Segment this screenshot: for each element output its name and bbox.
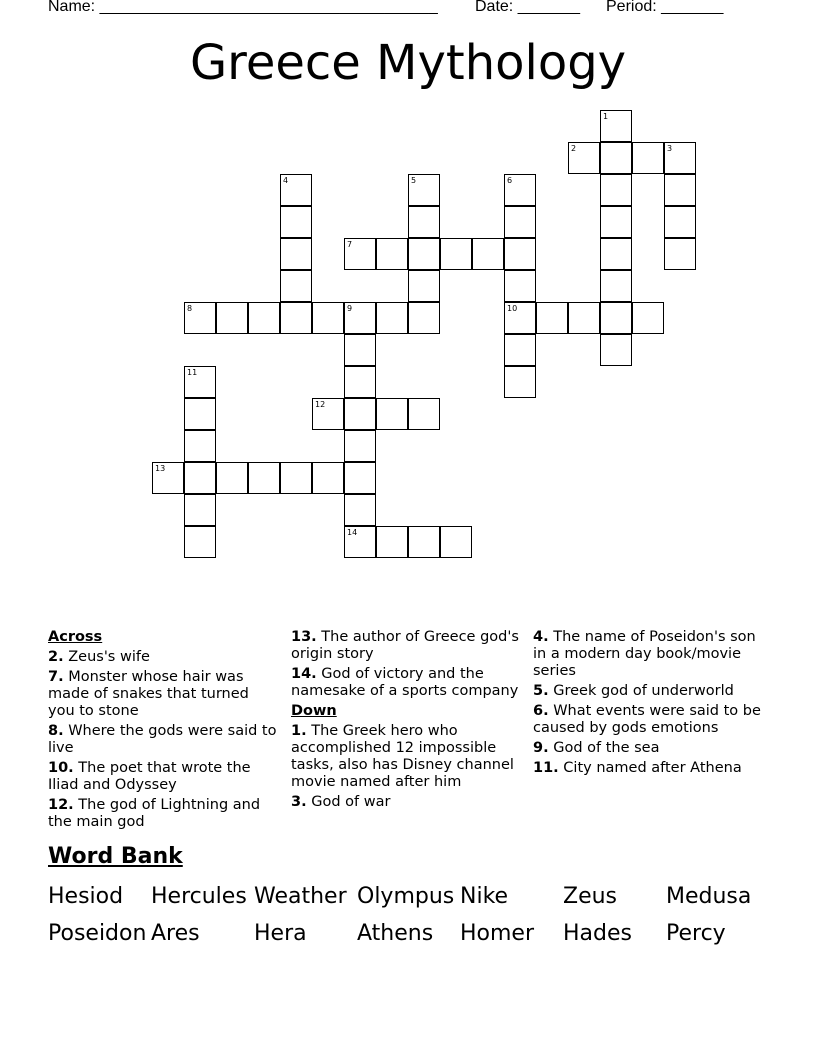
word-bank-item: Medusa xyxy=(666,884,752,909)
crossword-cell[interactable] xyxy=(600,302,632,334)
crossword-cell[interactable] xyxy=(408,398,440,430)
crossword-cell[interactable] xyxy=(408,270,440,302)
crossword-cell[interactable] xyxy=(600,206,632,238)
crossword-cell[interactable] xyxy=(344,526,376,558)
crossword-cell[interactable] xyxy=(408,206,440,238)
down-clue: 6. What events were said to be caused by gods emotions xyxy=(533,703,761,736)
crossword-cell[interactable] xyxy=(280,270,312,302)
cell-number: 1 xyxy=(603,112,609,121)
crossword-cell[interactable] xyxy=(600,110,632,142)
crossword-cell[interactable] xyxy=(600,174,632,206)
down-clue: 5. Greek god of underworld xyxy=(533,683,734,699)
crossword-cell[interactable] xyxy=(344,366,376,398)
word-bank-item: Hercules xyxy=(151,884,247,909)
across-clue: 14. God of victory and the namesake of a sports company xyxy=(291,666,519,699)
crossword-cell[interactable] xyxy=(344,398,376,430)
cell-number: 12 xyxy=(315,400,326,409)
cell-number: 14 xyxy=(347,528,358,537)
down-clue: 3. God of war xyxy=(291,794,391,810)
crossword-cell[interactable] xyxy=(184,430,216,462)
crossword-cell[interactable] xyxy=(600,334,632,366)
word-bank-item: Poseidon xyxy=(48,921,147,946)
cell-number: 3 xyxy=(667,144,673,153)
crossword-cell[interactable] xyxy=(152,462,184,494)
crossword-cell[interactable] xyxy=(504,270,536,302)
crossword-cell[interactable] xyxy=(568,142,600,174)
clue-column-3 xyxy=(533,629,773,780)
crossword-cell[interactable] xyxy=(600,238,632,270)
crossword-cell[interactable] xyxy=(600,142,632,174)
crossword-cell[interactable] xyxy=(376,526,408,558)
crossword-cell[interactable] xyxy=(408,526,440,558)
crossword-cell[interactable] xyxy=(504,174,536,206)
crossword-cell[interactable] xyxy=(376,302,408,334)
crossword-cell[interactable] xyxy=(280,174,312,206)
crossword-cell[interactable] xyxy=(376,238,408,270)
crossword-cell[interactable] xyxy=(280,206,312,238)
date-field[interactable]: Date: _______ xyxy=(475,0,580,15)
crossword-cell[interactable] xyxy=(440,526,472,558)
cell-number: 5 xyxy=(411,176,417,185)
crossword-cell[interactable] xyxy=(568,302,600,334)
crossword-cell[interactable] xyxy=(184,366,216,398)
crossword-cell[interactable] xyxy=(408,302,440,334)
crossword-cell[interactable] xyxy=(600,270,632,302)
crossword-cell[interactable] xyxy=(216,302,248,334)
down-clue: 11. City named after Athena xyxy=(533,760,742,776)
crossword-cell[interactable] xyxy=(248,302,280,334)
crossword-cell[interactable] xyxy=(440,238,472,270)
crossword-cell[interactable] xyxy=(280,302,312,334)
cell-number: 9 xyxy=(347,304,353,313)
crossword-cell[interactable] xyxy=(504,334,536,366)
cell-number: 6 xyxy=(507,176,513,185)
crossword-cell[interactable] xyxy=(344,302,376,334)
word-bank-item: Hades xyxy=(563,921,632,946)
crossword-cell[interactable] xyxy=(312,462,344,494)
across-clue: 8. Where the gods were said to live xyxy=(48,723,277,756)
crossword-cell[interactable] xyxy=(408,238,440,270)
word-bank-item: Hera xyxy=(254,921,307,946)
crossword-cell[interactable] xyxy=(664,206,696,238)
crossword-cell[interactable] xyxy=(312,302,344,334)
crossword-cell[interactable] xyxy=(536,302,568,334)
crossword-cell[interactable] xyxy=(504,238,536,270)
across-clue: 12. The god of Lightning and the main god xyxy=(48,797,261,830)
crossword-cell[interactable] xyxy=(504,366,536,398)
crossword-cell[interactable] xyxy=(632,142,664,174)
crossword-cell[interactable] xyxy=(312,398,344,430)
down-clue: 4. The name of Poseidon's son in a modern day book/movie series xyxy=(533,629,756,679)
word-bank-item: Nike xyxy=(460,884,509,909)
clue-column-1 xyxy=(48,629,278,834)
across-clue: 10. The poet that wrote the Iliad and Odyssey xyxy=(48,760,251,793)
crossword-cell[interactable] xyxy=(408,174,440,206)
cell-number: 2 xyxy=(571,144,577,153)
down-clue: 1. The Greek hero who accomplished 12 impossible tasks, also has Disney channel movie named after him xyxy=(291,723,514,790)
across-clue: 2. Zeus's wife xyxy=(48,649,150,665)
crossword-cell[interactable] xyxy=(280,238,312,270)
crossword-cell[interactable] xyxy=(344,334,376,366)
word-bank-item: Homer xyxy=(460,921,535,946)
crossword-cell[interactable] xyxy=(184,302,216,334)
crossword-cell[interactable] xyxy=(344,238,376,270)
crossword-cell[interactable] xyxy=(184,494,216,526)
crossword-cell[interactable] xyxy=(472,238,504,270)
cell-number: 8 xyxy=(187,304,193,313)
crossword-cell[interactable] xyxy=(632,302,664,334)
crossword-cell[interactable] xyxy=(216,462,248,494)
crossword-cell[interactable] xyxy=(344,430,376,462)
page-title: Greece Mythology xyxy=(189,35,627,91)
cell-number: 7 xyxy=(347,240,353,249)
cell-number: 10 xyxy=(507,304,518,313)
crossword-cell[interactable] xyxy=(664,142,696,174)
crossword-cell[interactable] xyxy=(184,462,216,494)
across-heading: Across xyxy=(48,629,103,645)
crossword-cell[interactable] xyxy=(248,462,280,494)
crossword-cell[interactable] xyxy=(664,238,696,270)
cell-number: 13 xyxy=(155,464,166,473)
word-bank-item: Zeus xyxy=(563,884,618,909)
word-bank-item: Percy xyxy=(666,921,726,946)
crossword-cell[interactable] xyxy=(664,174,696,206)
word-bank-item: Ares xyxy=(151,921,200,946)
crossword-cell[interactable] xyxy=(184,526,216,558)
period-field[interactable]: Period: _______ xyxy=(606,0,724,15)
crossword-cell[interactable] xyxy=(376,398,408,430)
word-bank-title: Word Bank xyxy=(48,844,183,869)
cell-number: 11 xyxy=(187,368,198,377)
word-bank-item: Olympus xyxy=(357,884,455,909)
down-heading: Down xyxy=(291,703,337,719)
crossword-cell[interactable] xyxy=(344,462,376,494)
word-bank-item: Athens xyxy=(357,921,434,946)
name-field[interactable]: Name: ______________________________________ xyxy=(48,0,438,15)
crossword-cell[interactable] xyxy=(344,494,376,526)
cell-number: 4 xyxy=(283,176,289,185)
clue-column-2 xyxy=(291,629,521,814)
crossword-cell[interactable] xyxy=(504,206,536,238)
across-clue: 7. Monster whose hair was made of snakes that turned you to stone xyxy=(48,669,249,719)
word-bank-item: Weather xyxy=(254,884,347,909)
crossword-cell[interactable] xyxy=(184,398,216,430)
word-bank-item: Hesiod xyxy=(48,884,124,909)
crossword-cell[interactable] xyxy=(280,462,312,494)
across-clue: 13. The author of Greece god's origin story xyxy=(291,629,519,662)
crossword-cell[interactable] xyxy=(504,302,536,334)
down-clue: 9. God of the sea xyxy=(533,740,660,756)
